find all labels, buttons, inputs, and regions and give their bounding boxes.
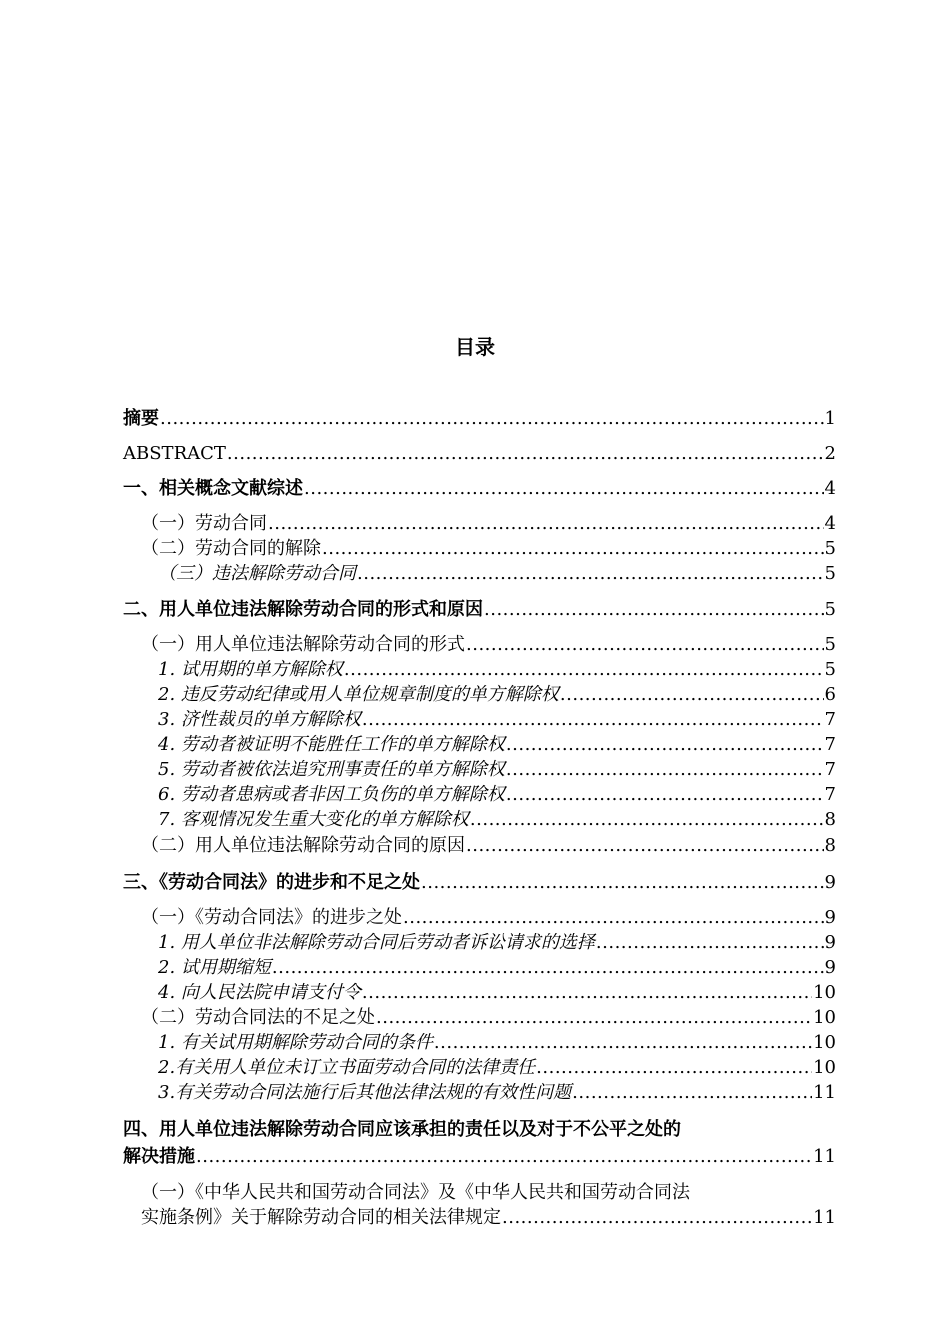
toc-entry[interactable]: 三、《劳动合同法》的进步和不足之处 ..... 9 [123, 870, 836, 895]
toc-entry[interactable]: 1. 有关试用期解除劳动合同的条件 ..... 10 [158, 1030, 836, 1055]
toc-entry-line: （一）《中华人民共和国劳动合同法》及《中华人民共和国劳动合同法 [141, 1182, 690, 1203]
toc-entry[interactable]: 1. 试用期的单方解除权 ..... 5 [158, 657, 836, 682]
toc-entry[interactable]: 4. 向人民法院申请支付令 ..... 10 [158, 980, 836, 1005]
toc-entry[interactable]: 摘要 ..... 1 [123, 406, 836, 431]
toc-entry[interactable]: 5. 劳动者被依法追究刑事责任的单方解除权 ..... 7 [158, 757, 836, 782]
toc-entry[interactable]: 4. 劳动者被证明不能胜任工作的单方解除权 ..... 7 [158, 732, 836, 757]
toc-entry[interactable]: （二）用人单位违法解除劳动合同的原因 ..... 8 [141, 833, 836, 858]
toc-entry[interactable]: （一）用人单位违法解除劳动合同的形式 ..... 5 [141, 632, 836, 657]
toc-entry[interactable]: 二、用人单位违法解除劳动合同的形式和原因 ..... 5 [123, 597, 836, 622]
toc-entry[interactable]: 1. 用人单位非法解除劳动合同后劳动者诉讼请求的选择 ..... 9 [158, 930, 836, 955]
toc-entry[interactable]: （一）《劳动合同法》的进步之处 ..... 9 [141, 905, 836, 930]
toc-entry[interactable]: （一）劳动合同 ..... 4 [141, 511, 836, 536]
toc-entry-continuation[interactable]: 解决措施 ..... 11 [123, 1144, 836, 1169]
toc-entry-multiline[interactable] [123, 1117, 836, 1142]
toc-entry[interactable]: （三）违法解除劳动合同 ..... 5 [158, 561, 836, 586]
toc-entry-multiline[interactable] [141, 1180, 836, 1205]
toc-entry[interactable]: 7. 客观情况发生重大变化的单方解除权 ..... 8 [158, 807, 836, 832]
toc-entry[interactable]: 2. 试用期缩短 ..... 9 [158, 955, 836, 980]
toc-entry[interactable]: 2. 违反劳动纪律或用人单位规章制度的单方解除权 ..... 6 [158, 682, 836, 707]
toc-entry[interactable]: ABSTRACT ..... 2 [123, 441, 836, 466]
toc-entry[interactable]: （二）劳动合同法的不足之处 ..... 10 [141, 1005, 836, 1030]
toc-entry-continuation[interactable]: 实施条例》关于解除劳动合同的相关法律规定 ..... 11 [141, 1205, 836, 1230]
toc-entry[interactable]: 3.有关劳动合同法施行后其他法律法规的有效性问题 ..... 11 [158, 1080, 836, 1105]
toc-entry[interactable]: 3. 济性裁员的单方解除权 ..... 7 [158, 707, 836, 732]
toc-entry[interactable]: （二）劳动合同的解除 ..... 5 [141, 536, 836, 561]
toc-entry[interactable]: 2.有关用人单位未订立书面劳动合同的法律责任 ..... 10 [158, 1055, 836, 1080]
toc-entry-line: 四、用人单位违法解除劳动合同应该承担的责任以及对于不公平之处的 [123, 1119, 681, 1140]
toc-entry[interactable]: 6. 劳动者患病或者非因工负伤的单方解除权 ..... 7 [158, 782, 836, 807]
toc-entry[interactable]: 一、相关概念文献综述 ..... 4 [123, 476, 836, 501]
toc-title: 目录 [455, 335, 495, 359]
